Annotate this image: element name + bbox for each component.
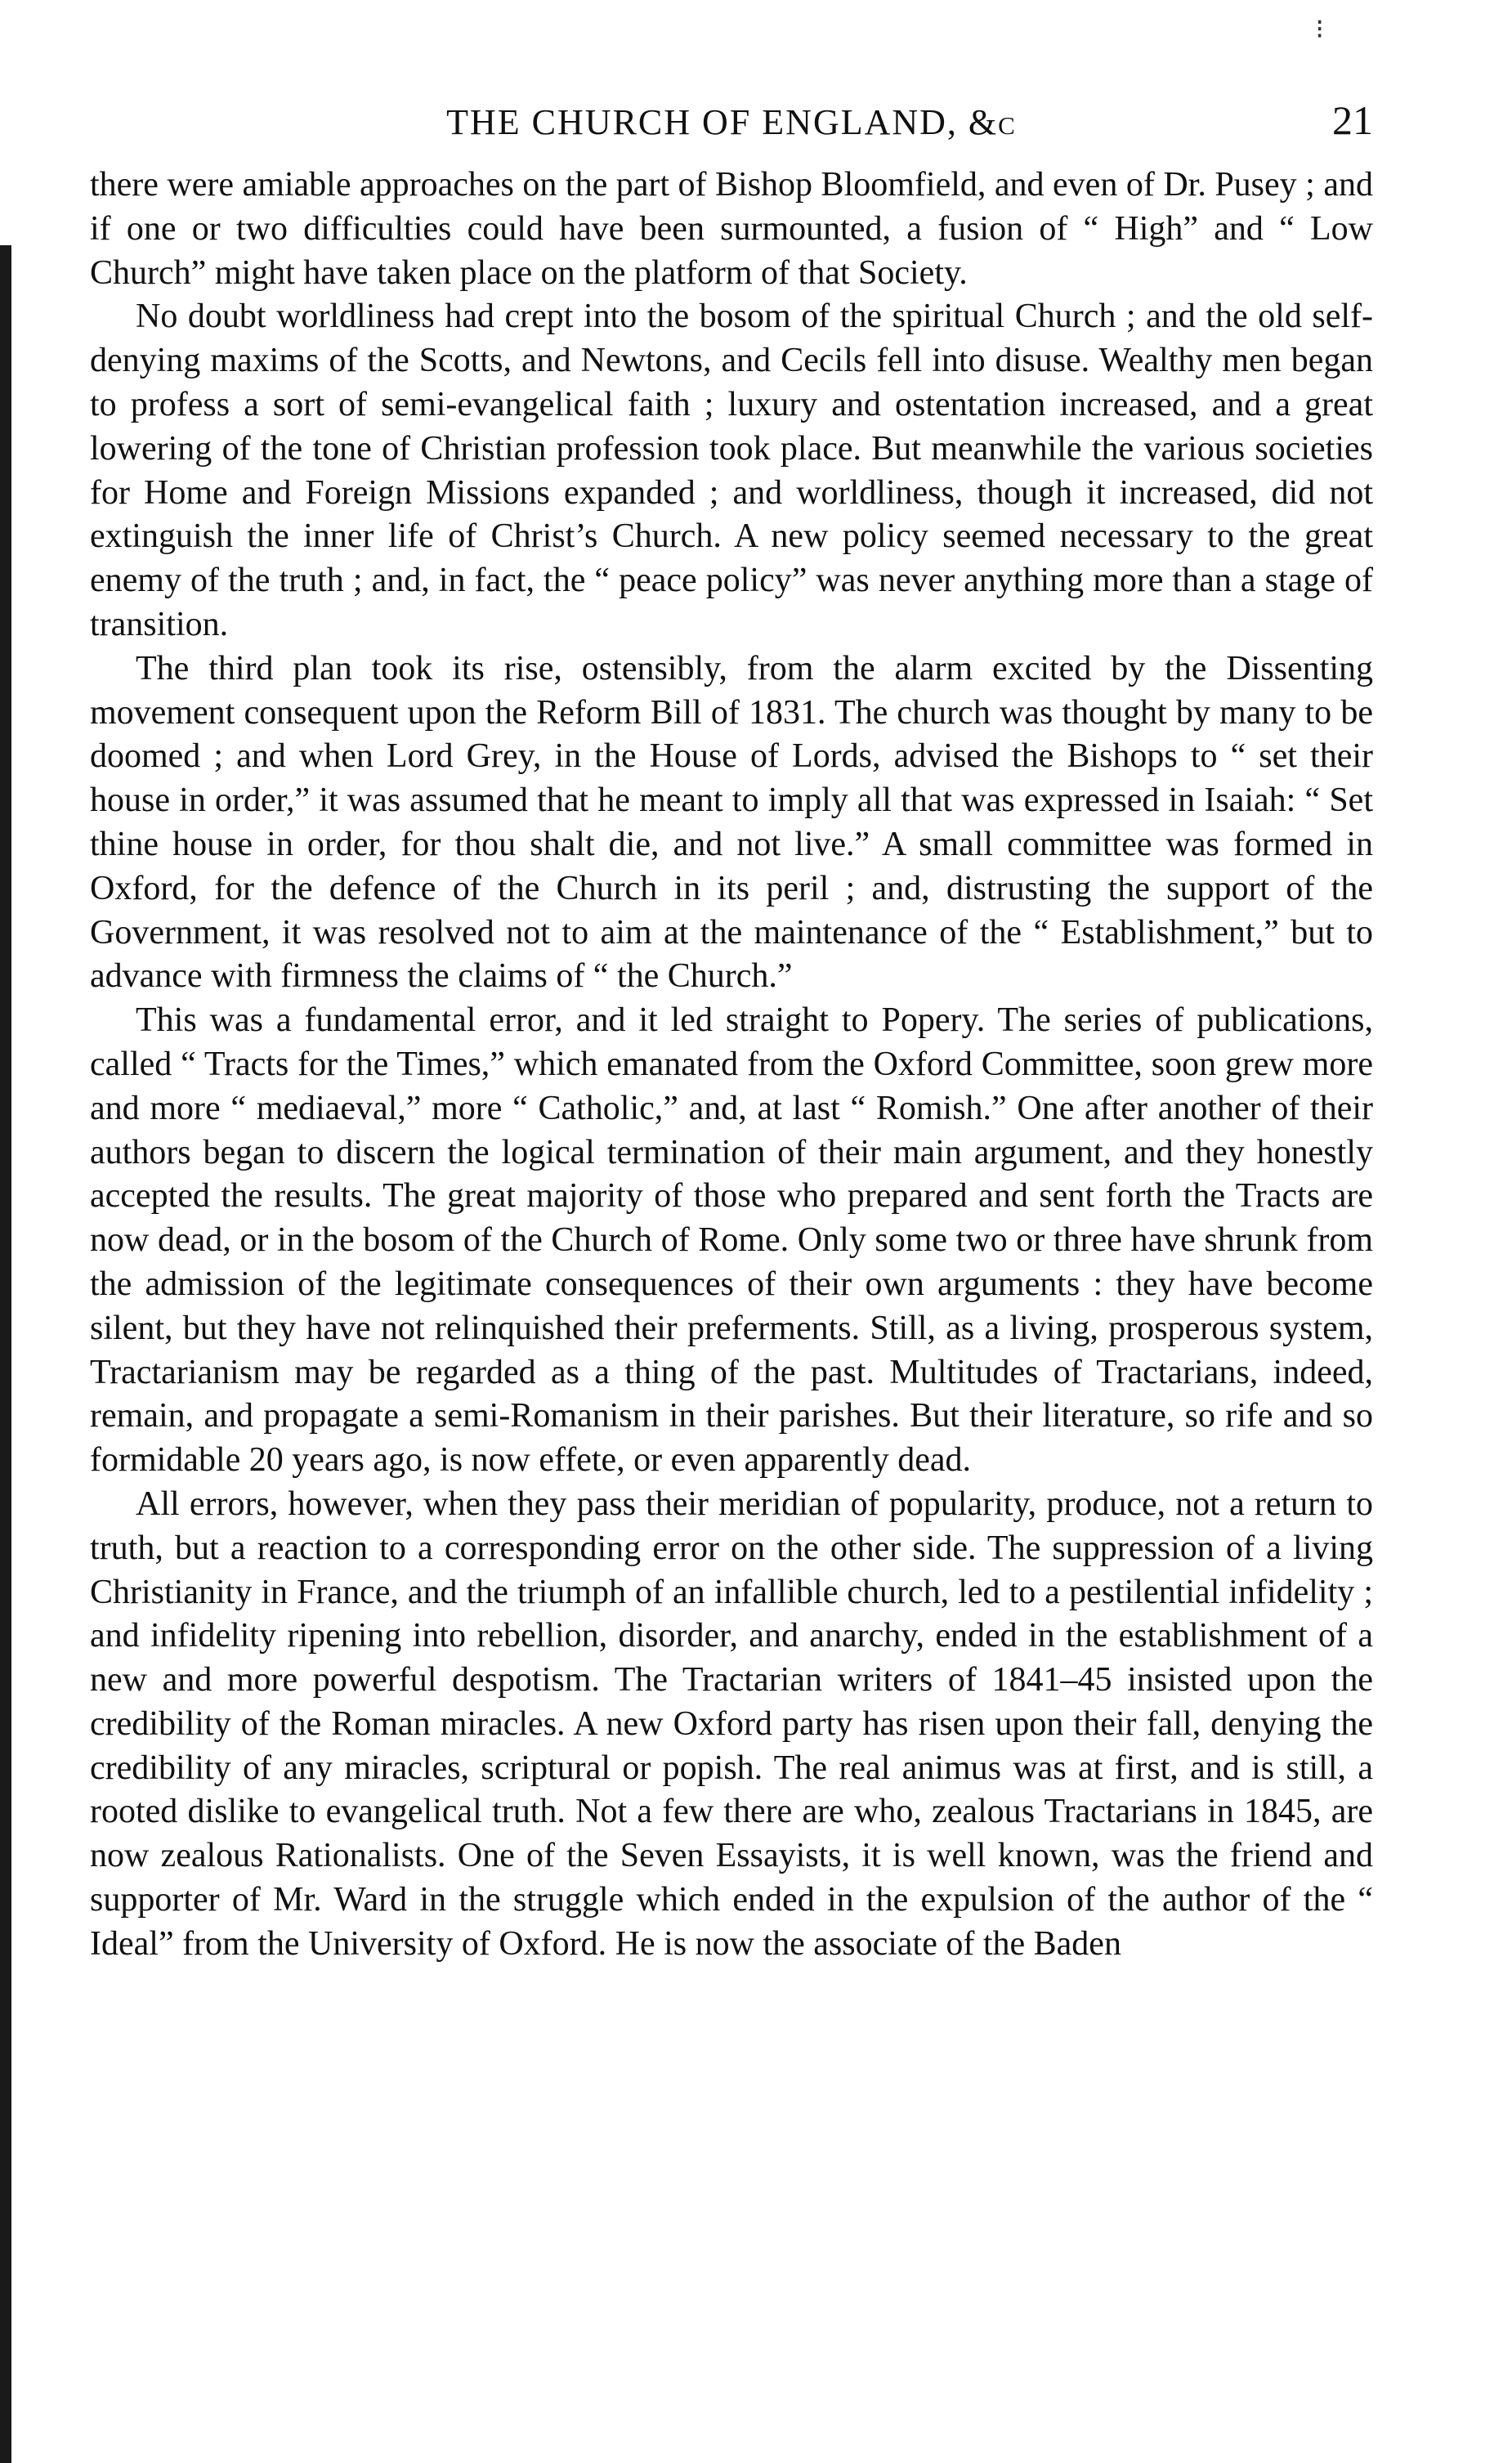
page-edge-shadow — [0, 245, 11, 2463]
paragraph: there were amiable approaches on the part of Bishop Bloomfield, and even of Dr. Pusey ; and if one or two difficulties could have been surmounted, a fusion of “ High” and “ Low Church” might have taken place on the platform of that Society. — [90, 166, 1373, 292]
paragraph: No doubt worldliness had crept into the bosom of the spiritual Church ; and the old self-denying maxims of the Scotts, and Newtons, and Cecils fell into disuse. Wealthy men began to profess a sort of semi-evangelical faith ; luxury and ostentation increased, and a great lowering of the tone of Christian profession took place. But meanwhile the various societies for Home and Foreign Missions expanded ; and worldliness, though it increased, did not extinguish the inner life of Christ’s Church. A new policy seemed necessary to the great enemy of the truth ; and, in fact, the “ peace policy” was never anything more than a stage of transition. — [90, 298, 1373, 643]
margin-mark: ⁝ — [1315, 15, 1324, 45]
paragraph: All errors, however, when they pass their meridian of popularity, produce, not a return to truth, but a reaction to a corresponding error on the other side. The suppression of a living Christianity in France, and the triumph of an infallible church, led to a pestilential infidelity ; and infidelity ripening into rebellion, disorder, and anarchy, ended in the establishment of a new and more powerful despotism. The Tractarian writers of 1841–45 insisted upon the credibility of the Roman miracles. A new Oxford party has risen upon their fall, denying the credibility of any miracles, scriptural or popish. The real animus was at first, and is still, a rooted dislike to evangelical truth. Not a few there are who, zealous Tractarians in 1845, are now zealous Rationalists. One of the Seven Essayists, it is well known, was the friend and supporter of Mr. Ward in the struggle which ended in the expulsion of the author of the “ Ideal” from the University of Oxford. He is now the associate of the Baden — [90, 1485, 1373, 1963]
paragraph: This was a fundamental error, and it led straight to Popery. The series of publications, called “ Tracts for the Times,” which emanated from the Oxford Committee, soon grew more and more “ mediaeval,” more “ Catholic,” and, at last “ Romish.” One after another of their authors began to discern the logical termination of their main argument, and they honestly accepted the results. The great majority of those who prepared and sent forth the Tracts are now dead, or in the bosom of the Church of Rome. Only some two or three have shrunk from the admission of the legitimate consequences of their own arguments : they have become silent, but they have not relinquished their preferments. Still, as a living, prosperous system, Tractarianism may be regarded as a thing of the past. Multitudes of Tractarians, indeed, remain, and propagate a semi-Romanism in their parishes. But their literature, so rife and so formidable 20 years ago, is now effete, or even apparently dead. — [90, 1001, 1373, 1480]
paragraph: The third plan took its rise, ostensibly, from the alarm excited by the Dissenting movement consequent upon the Reform Bill of 1831. The church was thought by many to be doomed ; and when Lord Grey, in the House of Lords, advised the Bishops to “ set their house in order,” it was assumed that he meant to imply all that was expressed in Isaiah: “ Set thine house in order, for thou shalt die, and not live.” A small committee was formed in Oxford, for the defence of the Church in its peril ; and, distrusting the support of the Government, it was resolved not to aim at the maintenance of the “ Establishment,” but to advance with firmness the claims of “ the Church.” — [90, 649, 1373, 996]
book-page — [90, 90, 1373, 1967]
body-text — [90, 163, 1373, 1967]
page-number: 21 — [1332, 97, 1373, 143]
running-head — [90, 90, 1373, 147]
running-title: THE CHURCH OF ENGLAND, &c — [446, 102, 1017, 142]
